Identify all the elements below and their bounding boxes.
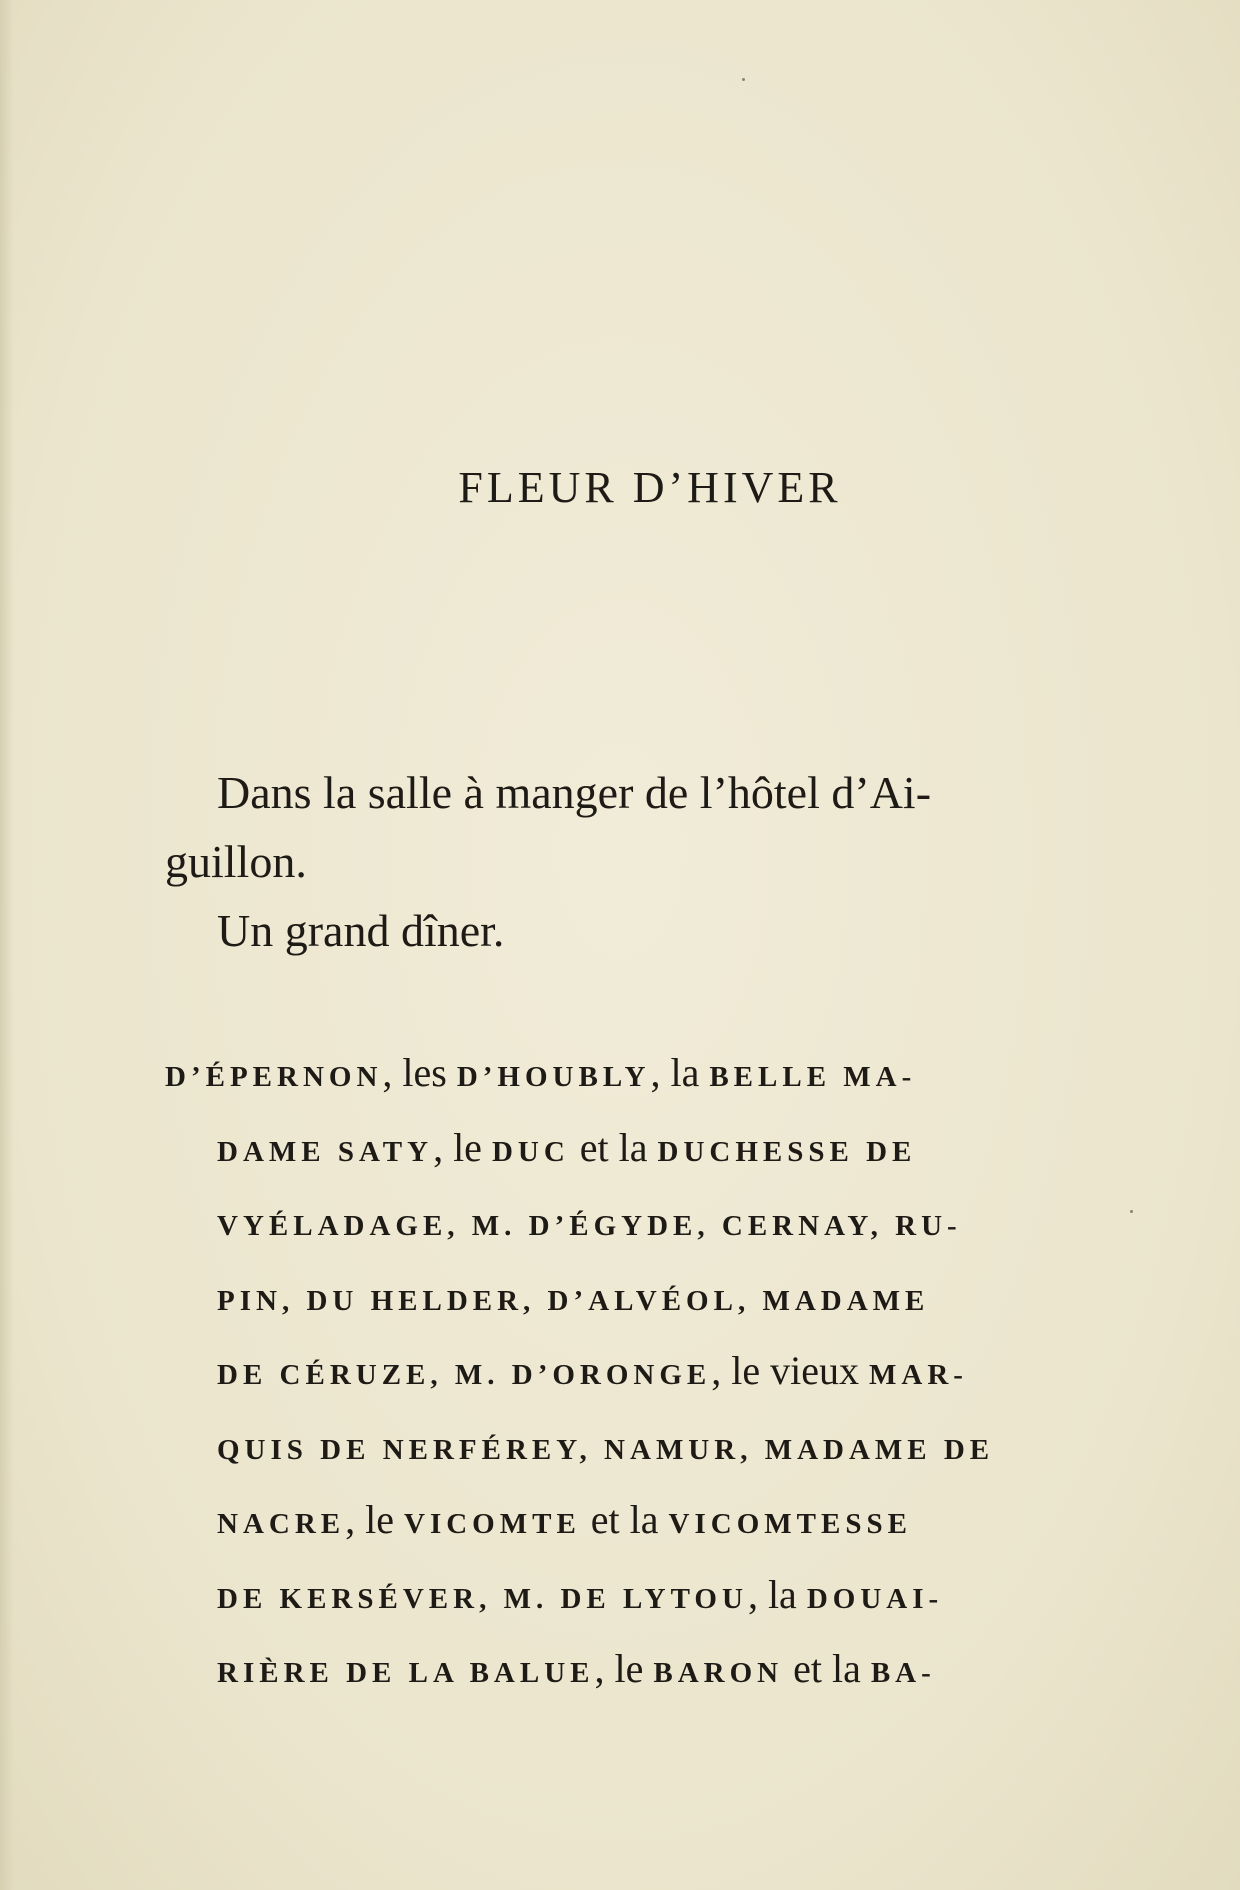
character-name: VICOMTE <box>404 1508 581 1540</box>
chapter-title: FLEUR D’HIVER <box>458 463 842 512</box>
connector-text: , la <box>650 1050 710 1095</box>
character-list-line <box>165 1336 1125 1411</box>
character-name: PIN, DU HELDER, D’ALVÉOL, MADAME <box>217 1284 930 1317</box>
connector-text: , la <box>747 1571 807 1617</box>
paper-speck <box>1130 1210 1133 1213</box>
connector-text: et la <box>580 1497 669 1542</box>
character-name: VICOMTESSE <box>668 1508 912 1540</box>
character-list-line <box>165 1411 1125 1486</box>
character-list <box>165 1038 1125 1709</box>
character-list-line <box>165 1187 1125 1262</box>
intro-line: Un grand dîner. <box>217 905 505 956</box>
character-name: DE CÉRUZE, M. D’ORONGE <box>217 1359 712 1391</box>
connector-text: , les <box>382 1050 457 1095</box>
intro-line: guillon. <box>165 836 307 887</box>
intro-line: Dans la salle à manger de l’hôtel d’Ai- <box>217 767 932 818</box>
page-edge-shadow <box>0 0 14 1890</box>
character-name: DE KERSÉVER, M. DE LYTOU <box>217 1582 748 1615</box>
character-name: QUIS DE NERFÉREY, NAMUR, MADAME DE <box>217 1433 995 1466</box>
connector-text: et la <box>569 1124 658 1170</box>
character-name: DAME SATY <box>217 1135 434 1168</box>
character-name: NACRE <box>217 1508 346 1540</box>
character-name: VYÉLADAGE, M. D’ÉGYDE, CERNAY, RU- <box>217 1210 962 1242</box>
connector-text: , le vieux <box>711 1348 869 1393</box>
character-name: D’HOUBLY <box>456 1061 651 1093</box>
character-list-line <box>165 1113 1125 1188</box>
character-name: DUC <box>491 1135 570 1168</box>
stage-direction <box>165 758 1120 965</box>
connector-text: , le <box>594 1646 654 1691</box>
character-name: MAR- <box>869 1359 968 1391</box>
character-name: BA- <box>870 1657 936 1689</box>
connector-text: et la <box>783 1646 871 1691</box>
character-list-line <box>165 1262 1125 1337</box>
paper-speck <box>742 78 745 81</box>
character-list-line <box>165 1634 1125 1709</box>
character-list-line <box>165 1038 1125 1113</box>
character-name: DOUAI- <box>806 1582 944 1615</box>
character-name: RIÈRE DE LA BALUE <box>217 1657 595 1689</box>
character-name: BARON <box>653 1657 784 1689</box>
character-list-line <box>165 1560 1125 1635</box>
connector-text: , le <box>345 1497 404 1542</box>
character-name: BELLE MA- <box>709 1061 917 1093</box>
connector-text: , le <box>433 1124 492 1170</box>
character-name: D’ÉPERNON <box>165 1061 383 1093</box>
character-name: DUCHESSE DE <box>657 1135 917 1168</box>
character-list-line <box>165 1485 1125 1560</box>
